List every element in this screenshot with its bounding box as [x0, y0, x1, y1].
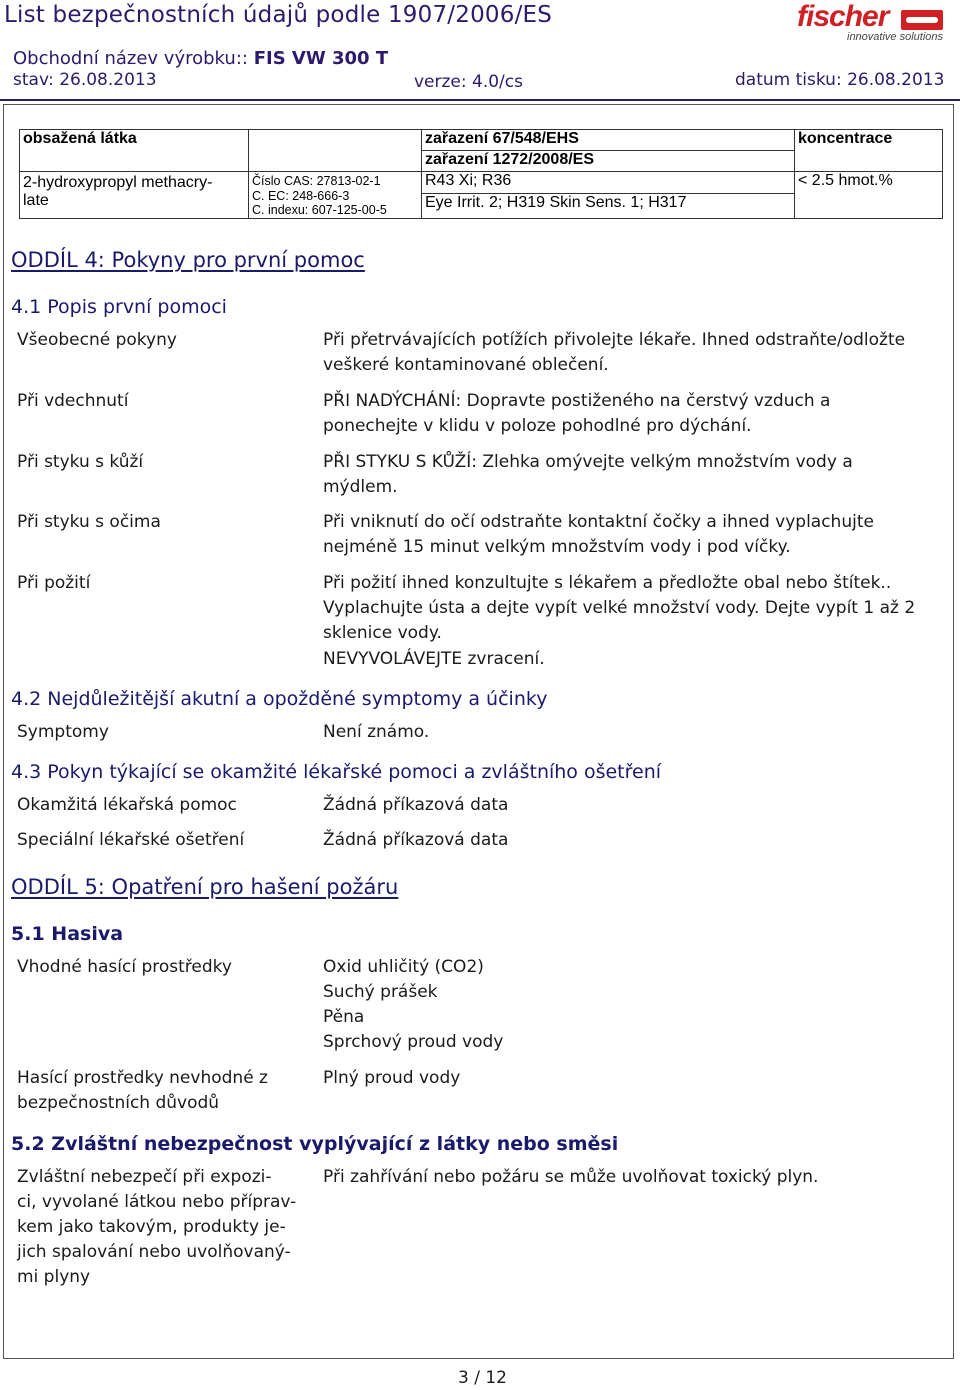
header-class-67: zařazení 67/548/EHS [422, 130, 795, 151]
product-line [13, 48, 388, 69]
page-number: 3 / 12 [458, 1368, 507, 1388]
fischer-logo [795, 0, 955, 47]
text-general: Při přetrvávajících potížích přivolejte lékaře. Ihned odstraňte/odložte veškeré kontaminované oblečení. [323, 330, 906, 375]
logo-brand: fischer [797, 0, 889, 33]
label-general: Všeobecné pokyny [17, 330, 177, 350]
print-date: datum tisku: 26.08.2013 [735, 70, 945, 90]
subsection-4-2: 4.2 Nejdůležitější akutní a opožděné symptomy a účinky [11, 688, 548, 710]
label-eyes: Při styku s očima [17, 512, 161, 532]
substance-table [19, 129, 943, 219]
text-no-vomit: NEVYVOLÁVEJTE zvracení. [323, 649, 545, 669]
class-67-value: R43 Xi; R36 [422, 172, 795, 194]
header-divider [0, 99, 960, 101]
suitable-media-item: Oxid uhličitý (CO2) [323, 957, 484, 977]
logo-emblem-icon [901, 10, 943, 30]
label-ingestion: Při požití [17, 573, 91, 593]
text-skin: PŘI STYKU S KŮŽÍ: Zlehka omývejte velkým množstvím vody a mýdlem. [323, 452, 853, 497]
document-title: List bezpečnostních údajů podle 1907/2006/ES [4, 2, 553, 28]
cas-number: Číslo CAS: 27813-02-1 [252, 174, 381, 188]
subsection-4-1: 4.1 Popis první pomoci [11, 296, 227, 318]
ec-number: C. EC: 248-666-3 [252, 188, 350, 203]
suitable-media-item: Pěna [323, 1007, 365, 1027]
subsection-4-3: 4.3 Pokyn týkající se okamžité lékařské pomoci a zvláštního ošetření [11, 761, 662, 783]
header-concentration: koncentrace [795, 130, 943, 172]
text-eyes: Při vniknutí do očí odstraňte kontaktní čočky a ihned vyplachujte nejméně 15 minut velkým množstvím vody i pod víčky. [323, 512, 874, 557]
label-unsuitable-media: Hasící prostředky nevhodné z bezpečnostních důvodů [17, 1068, 268, 1113]
text-unsuitable-media: Plný proud vody [323, 1068, 461, 1088]
label-suitable-media: Vhodné hasící prostředky [17, 957, 232, 977]
section-4-title: ODDÍL 4: Pokyny pro první pomoc [11, 248, 365, 272]
header-class-1272: zařazení 1272/2008/ES [422, 151, 795, 172]
logo-tagline: innovative solutions [847, 31, 944, 43]
label-immediate: Okamžitá lékařská pomoc [17, 795, 237, 815]
label-inhalation: Při vdechnutí [17, 391, 129, 411]
text-ingestion: Při požití ihned konzultujte s lékařem a předložte obal nebo štítek.. Vyplachujte ústa a dejte vypít velké množství vody. Dejte vypít 1 až 2 sklenice vody. [323, 573, 916, 643]
product-label: Obchodní název výrobku:: [13, 48, 248, 69]
label-special-hazards: Zvláštní nebezpečí při expozi- ci, vyvolané látkou nebo příprav- kem jako takovým, produkty je- jich spalování nebo uvolňovaný- mi plyny [17, 1167, 297, 1287]
label-special-treatment: Speciální lékařské ošetření [17, 830, 245, 850]
class-1272-value: Eye Irrit. 2; H319 Skin Sens. 1; H317 [422, 194, 795, 218]
suitable-media-item: Sprchový proud vody [323, 1032, 504, 1052]
text-special-treatment: Žádná příkazová data [323, 830, 509, 850]
header-substance: obsažená látka [20, 130, 249, 172]
status-date: stav: 26.08.2013 [13, 70, 157, 90]
text-immediate: Žádná příkazová data [323, 795, 509, 815]
product-name: FIS VW 300 T [253, 48, 389, 69]
version: verze: 4.0/cs [414, 72, 523, 92]
suitable-media-list [323, 955, 503, 1055]
text-symptoms: Není známo. [323, 722, 430, 742]
text-inhalation: PŘI NADÝCHÁNÍ: Dopravte postiženého na čerstvý vzduch a ponechejte v klidu v poloze pohodlné pro dýchání. [323, 391, 831, 436]
text-special-hazards: Při zahřívání nebo požáru se může uvolňovat toxický plyn. [323, 1167, 819, 1187]
concentration-value: < 2.5 hmot.% [795, 172, 943, 219]
section-5-title: ODDÍL 5: Opatření pro hašení požáru [11, 875, 399, 899]
index-number: C. indexu: 607-125-00-5 [252, 203, 387, 217]
label-skin: Při styku s kůží [17, 452, 144, 472]
substance-name: 2-hydroxypropyl methacry- late [20, 172, 249, 219]
subsection-5-1: 5.1 Hasiva [11, 923, 124, 945]
subsection-5-2: 5.2 Zvláštní nebezpečnost vyplývající z látky nebo směsi [11, 1133, 619, 1155]
suitable-media-item: Suchý prášek [323, 982, 438, 1002]
substance-ids [249, 172, 422, 219]
label-symptoms: Symptomy [17, 722, 109, 742]
